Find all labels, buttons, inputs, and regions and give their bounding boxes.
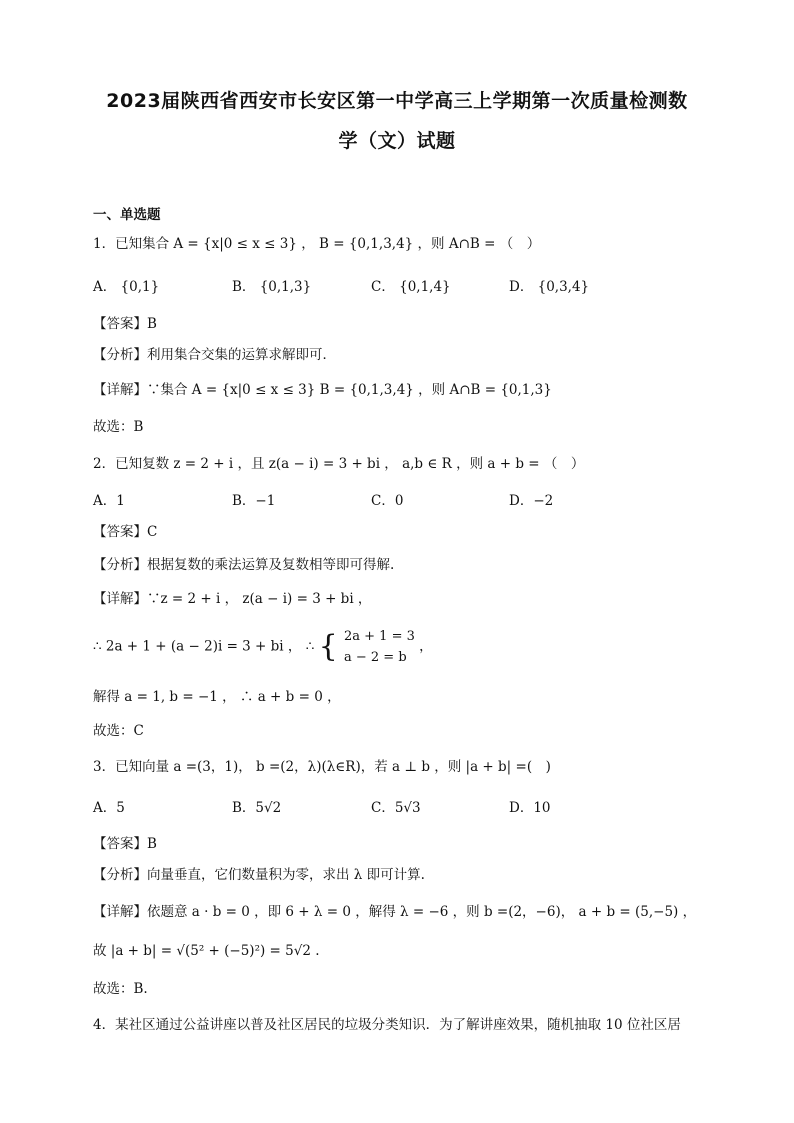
q2-detail-line2 xyxy=(93,626,433,668)
q3-option-c: C．5√3 xyxy=(371,800,421,816)
section-heading: 一、单选题 xyxy=(93,207,161,223)
q3-detail-line2: 故 |a + b| = √(5² + (−5)²) = 5√2 . xyxy=(93,943,320,959)
q1-choice: 故选：B xyxy=(93,419,144,435)
q3-detail-line1: 【详解】依题意 a · b = 0 ，即 6 + λ = 0 ，解得 λ = −6 ，则 b =(2，−6)， a + b = (5,−5) ， xyxy=(93,904,697,920)
q1-stem: 1．已知集合 A = {x|0 ≤ x ≤ 3} ， B = {0,1,3,4} ，则 A∩B = （ ） xyxy=(93,236,541,252)
q2-analysis: 【分析】根据复数的乘法运算及复数相等即可得解. xyxy=(93,557,395,573)
q3-option-b: B．5√2 xyxy=(232,800,282,816)
equation-system xyxy=(344,626,415,668)
q3-stem: 3．已知向量 a =(3，1)， b =(2，λ)(λ∈R)，若 a ⊥ b ，则 |a + b| =( ) xyxy=(93,759,551,775)
q1-option-d: D． {0,3,4} xyxy=(509,279,590,295)
q2-choice: 故选：C xyxy=(93,723,144,739)
q1-option-c: C． {0,1,4} xyxy=(371,279,451,295)
q1-analysis: 【分析】利用集合交集的运算求解即可． xyxy=(93,347,336,363)
q3-option-d: D．10 xyxy=(509,800,551,816)
q1-option-b: B． {0,1,3} xyxy=(232,279,312,295)
q2-detail-equation: ∴ 2a + 1 + (a − 2)i = 3 + bi ， ∴ xyxy=(93,638,315,655)
q2-option-a: A．1 xyxy=(93,493,125,509)
q3-analysis: 【分析】向量垂直，它们数量积为零，求出 λ 即可计算. xyxy=(93,867,425,883)
document-title-line1: 2023届陕西省西安市长安区第一中学高三上学期第一次质量检测数 xyxy=(106,90,688,112)
q4-stem: 4．某社区通过公益讲座以普及社区居民的垃圾分类知识．为了解讲座效果，随机抽取 10 位社区居 xyxy=(93,1017,681,1033)
q1-answer: 【答案】B xyxy=(93,316,157,332)
q2-detail-line3: 解得 a = 1, b = −1 ， ∴ a + b = 0 ， xyxy=(93,689,341,705)
system-tail: ， xyxy=(419,638,433,655)
q1-detail: 【详解】∵集合 A = {x|0 ≤ x ≤ 3} B = {0,1,3,4} ，则 A∩B = {0,1,3} xyxy=(93,382,552,398)
q2-detail-line1: 【详解】∵z = 2 + i ， z(a − i) = 3 + bi ， xyxy=(93,591,372,607)
q2-option-d: D．−2 xyxy=(509,493,554,509)
q2-option-b: B．−1 xyxy=(232,493,276,509)
system-equation-2: a − 2 = b xyxy=(343,650,407,665)
document-title-line2: 学（文）试题 xyxy=(338,130,456,152)
q2-option-c: C．0 xyxy=(371,493,404,509)
q3-answer: 【答案】B xyxy=(93,836,157,852)
q2-stem: 2．已知复数 z = 2 + i ，且 z(a − i) = 3 + bi ， a,b ∈ R ，则 a + b = （ ） xyxy=(93,456,585,472)
q1-option-a: A． {0,1} xyxy=(93,279,160,295)
q2-answer: 【答案】C xyxy=(93,524,158,540)
q3-choice: 故选：B. xyxy=(93,981,148,997)
q3-option-a: A．5 xyxy=(93,800,125,816)
system-brace-icon: { xyxy=(318,629,338,664)
system-equation-1: 2a + 1 = 3 xyxy=(343,629,415,644)
